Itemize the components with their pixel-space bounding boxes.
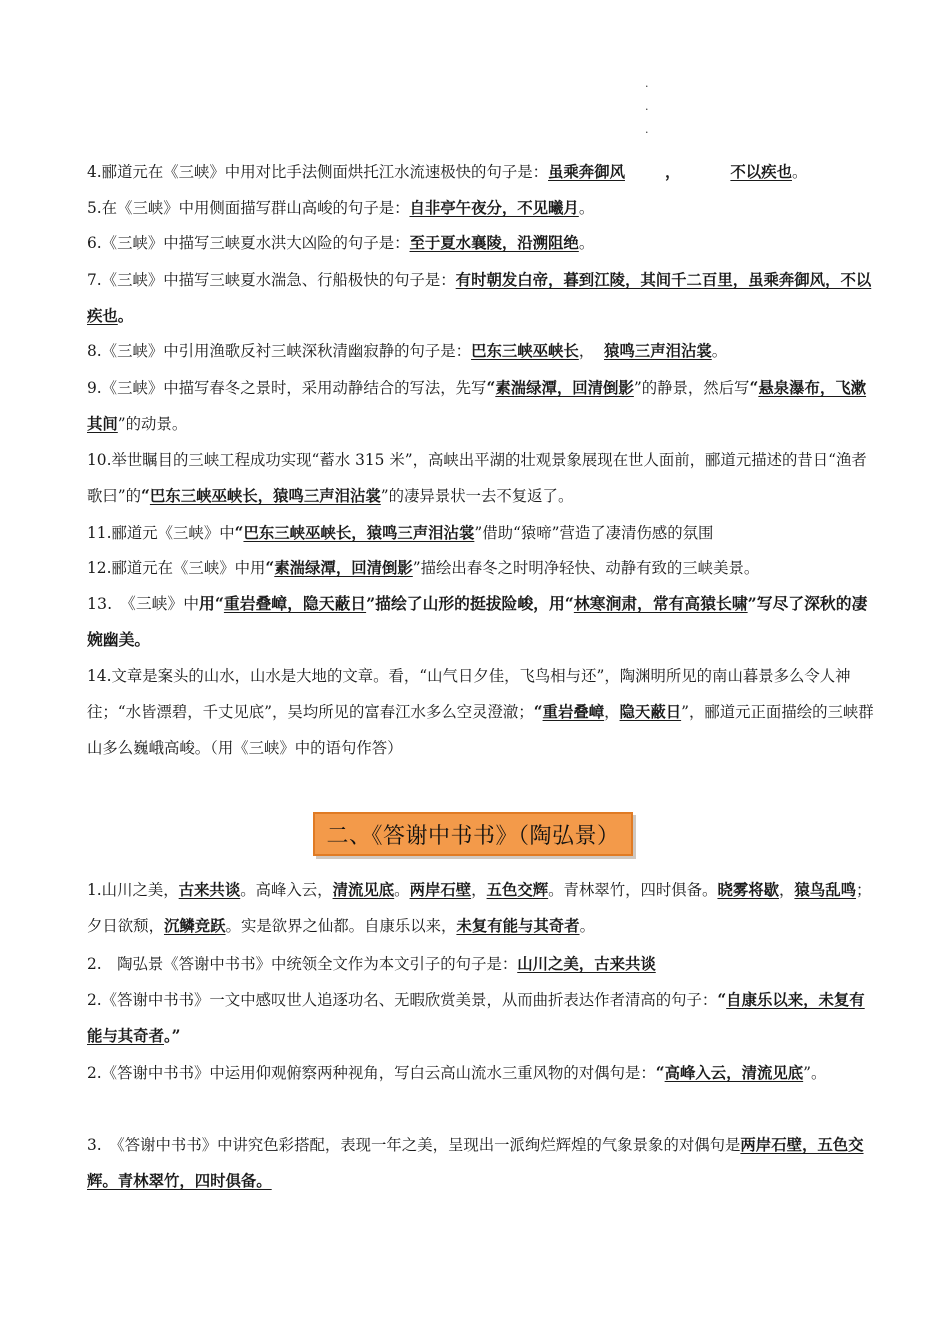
dot: . — [645, 77, 649, 90]
question-13: 13. 《三峡》中用“重岩叠嶂，隐天蔽日”描绘了山形的挺拔险峻，用“林寒涧肃，常有高猿长啸”写尽了深秋的凄婉幽美。 — [87, 594, 868, 649]
s2-question-2: 2. 陶弘景《答谢中书书》中统领全文作为本文引子的句子是：山川之美，古来共谈 — [87, 955, 656, 973]
dot: . — [645, 100, 649, 113]
question-6: 6.《三峡》中描写三峡夏水洪大凶险的句子是：至于夏水襄陵，沿溯阻绝。 — [87, 234, 595, 252]
dot: . — [645, 123, 649, 136]
s2-question-5: 3. 《答谢中书书》中讲究色彩搭配，表现一年之美，呈现出一派绚烂辉煌的气象景象的对偶句是两岸石壁，五色交辉。青林翠竹，四时俱备。 — [87, 1136, 864, 1190]
margin-dots — [645, 72, 653, 141]
question-8: 8.《三峡》中引用渔歌反衬三峡深秋清幽寂静的句子是：巴东三峡巫峡长， 猿鸣三声泪沾裳。 — [87, 342, 728, 360]
question-9: 9.《三峡》中描写春冬之景时，采用动静结合的写法，先写“素湍绿潭，回清倒影”的静景，然后写“悬泉瀑布，飞漱其间”的动景。 — [87, 379, 867, 433]
s2-question-3: 2.《答谢中书书》一文中感叹世人追逐功名、无暇欣赏美景，从而曲折表达作者清高的句子：“自康乐以来，未复有能与其奇者。” — [87, 991, 865, 1045]
question-11: 11.郦道元《三峡》中“巴东三峡巫峡长，猿鸣三声泪沾裳”借助“猿啼”营造了凄清伤感的氛围 — [87, 524, 714, 542]
s2-question-4: 2.《答谢中书书》中运用仰观俯察两种视角，写白云高山流水三重风物的对偶句是：“高峰入云，清流见底”。 — [87, 1064, 827, 1082]
question-4: 4.郦道元在《三峡》中用对比手法侧面烘托江水流速极快的句子是：虽乘奔御风 ， 不以疾也。 — [87, 163, 808, 181]
section-2-heading: 二、《答谢中书书》（陶弘景） — [313, 812, 633, 856]
question-12: 12.郦道元在《三峡》中用“素湍绿潭，回清倒影”描绘出春冬之时明净轻快、动静有致的三峡美景。 — [87, 559, 760, 577]
question-10: 10.举世瞩目的三峡工程成功实现“蓄水 315 米”，高峡出平湖的壮观景象展现在世人面前，郦道元描述的昔日“渔者歌曰”的“巴东三峡巫峡长，猿鸣三声泪沾裳”的凄异景状一去不复返了。 — [87, 451, 867, 505]
question-7: 7.《三峡》中描写三峡夏水湍急、行船极快的句子是：有时朝发白帝，暮到江陵，其间千二百里，虽乘奔御风，不以疾也。 — [87, 271, 872, 325]
s2-question-1: 1.山川之美，古来共谈。高峰入云，清流见底。两岸石壁，五色交辉。青林翠竹，四时俱备。晓雾将歇，猿鸟乱鸣；夕日欲颓，沉鳞竞跃。实是欲界之仙都。自康乐以来，未复有能与其奇者。 — [87, 881, 872, 935]
question-14: 14.文章是案头的山水，山水是大地的文章。看，“山气日夕佳，飞鸟相与还”，陶渊明所见的南山暮景多么令人神往；“水皆漂碧，千丈见底”，吴均所见的富春江水多么空灵澄澈；“重岩叠嶂，隐天蔽日”，郦道元正面描绘的三峡群山多么巍峨高峻。（用《三峡》中的语句作答） — [87, 667, 874, 757]
question-5: 5.在《三峡》中用侧面描写群山高峻的句子是：自非亭午夜分，不见曦月。 — [87, 199, 595, 217]
